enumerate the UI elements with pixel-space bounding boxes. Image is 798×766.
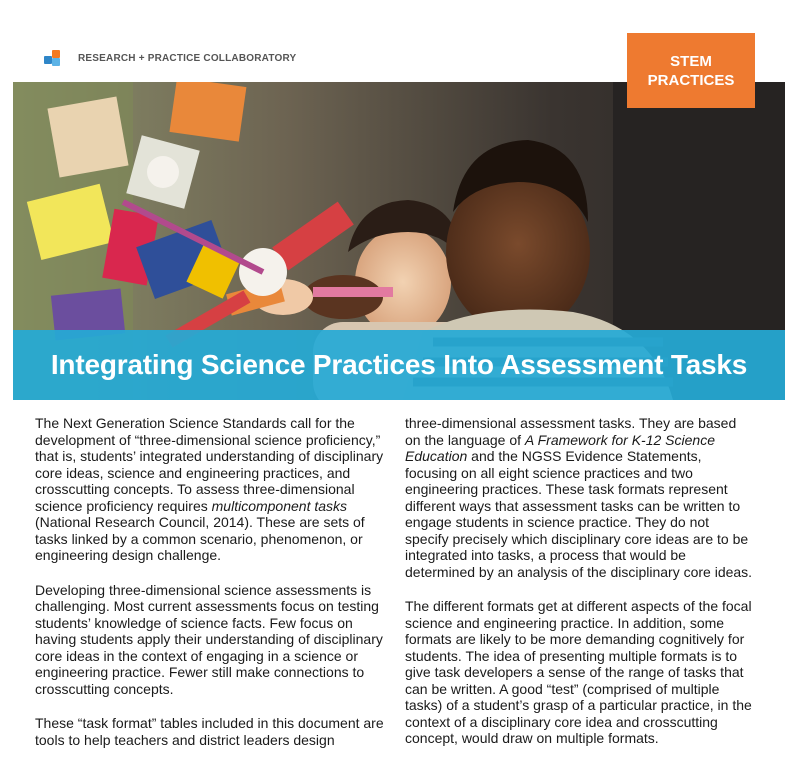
document-title: Integrating Science Practices Into Assessment Tasks xyxy=(50,349,748,380)
text-run: and the NGSS Evidence Statements, focusing on all eight science practices and two engineering practices. These task formats represent different ways that assessment tasks can be written to engage students in science practice. They do not specify precisely which disciplinary core ideas are to be integrated into tasks, a process that would be determined by an analysis of the disciplinary core ideas. xyxy=(405,448,753,580)
emphasis-framework-title: A Framework for K-12 Science Education xyxy=(405,431,715,464)
text-run: three-dimensional assessment tasks. They are based on the language of xyxy=(405,415,737,448)
collaboratory-logo xyxy=(44,50,296,66)
left-paragraph-1 xyxy=(35,415,385,564)
stem-practices-badge xyxy=(627,33,755,108)
logo-text: RESEARCH + PRACTICE COLLABORATORY xyxy=(78,52,297,64)
left-paragraph-3: These “task format” tables included in this document are tools to help teachers and district leaders design xyxy=(35,715,384,748)
left-paragraph-2: Developing three-dimensional science assessments is challenging. Most current assessments focus on testing students’ knowledge of science facts. Few focus on having students apply their understanding of disciplinary core ideas in the context of engaging in a science or engineering practice. Fewer still make connections to crosscutting concepts. xyxy=(35,581,383,697)
emphasis-multicomponent-tasks: multicomponent tasks xyxy=(211,497,348,514)
badge-line-2: PRACTICES xyxy=(647,71,735,89)
text-run: The Next Generation Science Standards call for the development of “three-dimensional science proficiency,” that is, students’ integrated understanding of disciplinary core ideas, science and engineering practices, and crosscutting concepts. To assess three-dimensional science proficiency requires xyxy=(35,415,384,514)
left-column xyxy=(35,415,385,766)
title-band xyxy=(13,330,785,400)
badge-line-1: STEM xyxy=(670,52,712,70)
logo-mark-icon xyxy=(44,50,70,66)
right-paragraph-2: The different formats get at different aspects of the focal science and engineering practice. In addition, some formats are likely to be more demanding cognitively for students. The idea of presenting multiple formats is to give task developers a sense of the range of tasks that can be written. A good “test” (comprised of multiple tasks) of a student’s grasp of a particular practice, in the context of a disciplinary core idea and crosscutting concept, would draw on multiple formats. xyxy=(405,598,752,746)
text-run: (National Research Council, 2014). These are sets of tasks linked by a common scenario, phenomenon, or engineering design challenge. xyxy=(35,514,365,563)
right-column xyxy=(405,415,755,765)
right-paragraph-1 xyxy=(405,415,755,580)
